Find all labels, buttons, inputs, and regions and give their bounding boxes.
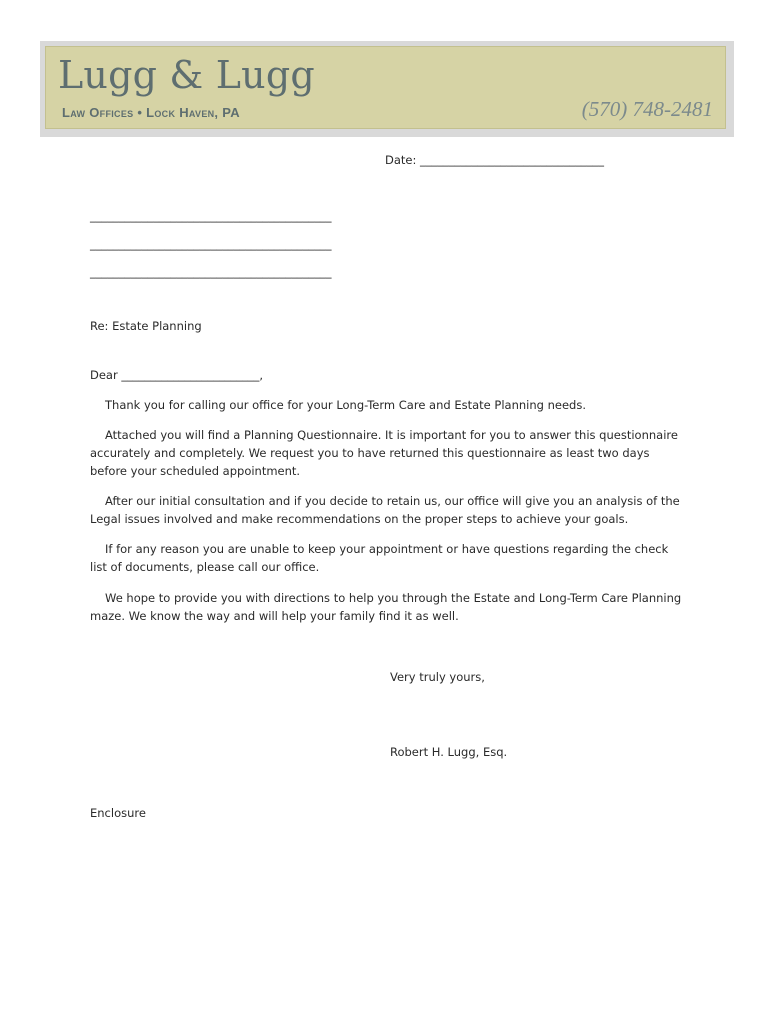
- address-line-1: __________________________________________: [90, 209, 332, 223]
- paragraph-2: [90, 426, 684, 480]
- letterhead-banner: [45, 46, 726, 129]
- letterhead: [40, 41, 734, 137]
- paragraph-1: [90, 396, 684, 414]
- date-line: Date: ________________________________: [385, 153, 605, 167]
- firm-tagline: Law Offices • Lock Haven, PA: [62, 105, 240, 120]
- paragraph-text: After our initial consultation and if you decide to retain us, our office will give you an analysis of the Legal issues involved and make recommendations on the proper steps to achieve your goals.: [90, 494, 680, 526]
- paragraph-text: We hope to provide you with directions to help you through the Estate and Long-Term Care Planning maze. We know the way and will help your family find it as well.: [90, 591, 682, 623]
- signature: Robert H. Lugg, Esq.: [390, 745, 508, 759]
- salutation: Dear ________________________,: [90, 368, 264, 382]
- subject-line: Re: Estate Planning: [90, 319, 202, 333]
- address-line-2: __________________________________________: [90, 237, 332, 251]
- address-line-3: __________________________________________: [90, 265, 332, 279]
- paragraph-text: Attached you will find a Planning Questionnaire. It is important for you to answer this questionnaire accurately and completely. We request you to have returned this questionnaire as least two days before your scheduled appointment.: [90, 428, 678, 478]
- paragraph-5: [90, 589, 684, 625]
- enclosure-note: Enclosure: [90, 806, 146, 820]
- firm-name: Lugg & Lugg: [58, 53, 315, 97]
- paragraph-3: [90, 492, 684, 528]
- paragraph-text: Thank you for calling our office for your Long-Term Care and Estate Planning needs.: [105, 398, 586, 412]
- paragraph-4: [90, 540, 684, 576]
- closing: Very truly yours,: [390, 670, 485, 684]
- firm-phone: (570) 748-2481: [581, 97, 713, 121]
- paragraph-text: If for any reason you are unable to keep your appointment or have questions regarding the check list of documents, please call our office.: [90, 542, 669, 574]
